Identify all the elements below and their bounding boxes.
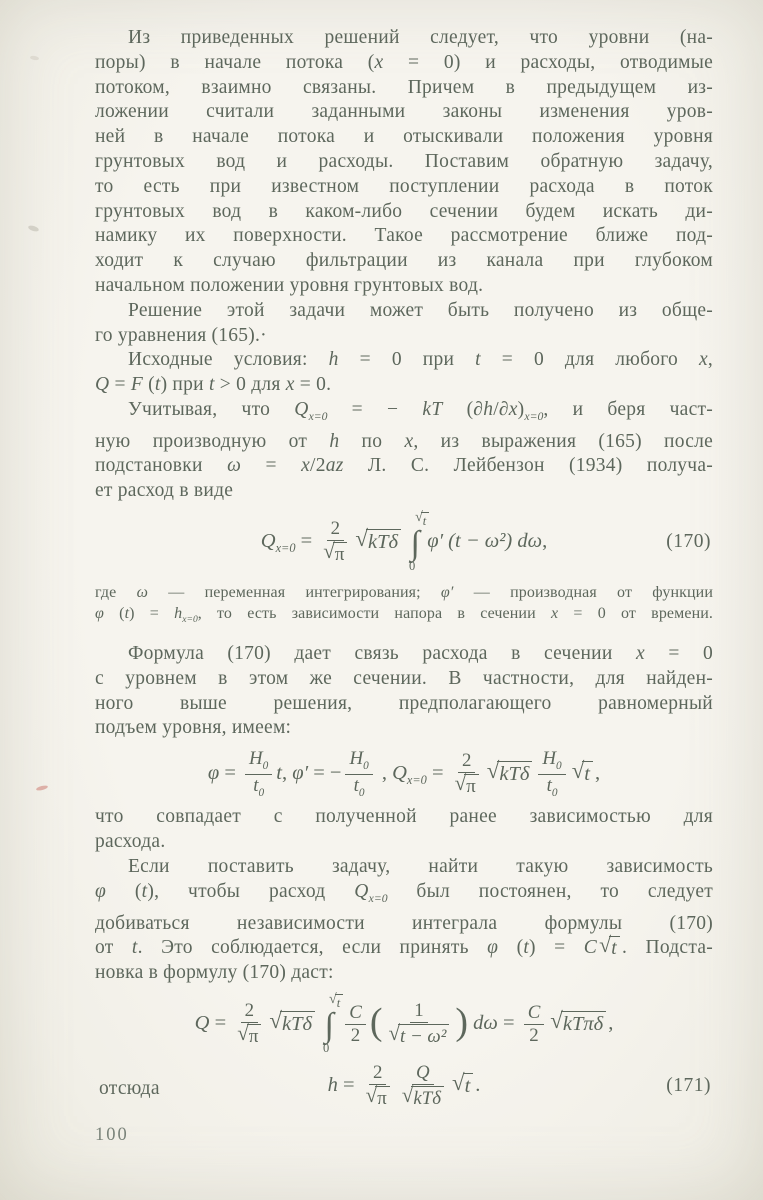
paragraph-2 bbox=[95, 299, 713, 349]
text-line: Из приведенных решений следует, что уровни (на- bbox=[128, 27, 713, 48]
paragraph-1 bbox=[95, 26, 713, 299]
text-line: ную производную от h по x, из выражения (165) после bbox=[95, 430, 714, 452]
paragraph-4 bbox=[95, 398, 713, 504]
page-number: 100 bbox=[95, 1125, 129, 1146]
paragraph-7 bbox=[95, 855, 713, 986]
text-line: ходит к случаю фильтрации из канала при глубоком bbox=[95, 250, 713, 272]
text-line: подъем уровня, имеем: bbox=[95, 717, 292, 739]
text-line: ет расход в виде bbox=[95, 480, 234, 502]
text-line: новка в формулу (170) даст: bbox=[95, 962, 334, 984]
text-line: Учитывая, что $Q_{x=0}$ = − kT $(\partial h/\partial x)_{x=0}$, и беря част- bbox=[128, 398, 713, 423]
equation-lead-word: отсюда bbox=[99, 1077, 160, 1099]
formula-body: φ = $\frac{H_0}{t_0}$ t, φ′ = − $\frac{H_0}{t_0}$ , $Q_{x=0}$ = 2 √ π √ kTδ $\frac{H_0}{t_0}$ √ t , bbox=[207, 748, 601, 799]
equation-Q bbox=[95, 991, 713, 1056]
text-line: Решение этой задачи может быть получено из обще- bbox=[128, 299, 713, 321]
text-line: грунтовых вод в каком-либо сечении будем искать ди- bbox=[95, 200, 713, 222]
text-line: Если поставить задачу, найти такую зависимость bbox=[128, 856, 713, 878]
paragraph-3 bbox=[95, 348, 713, 398]
paragraph-6 bbox=[95, 805, 713, 855]
scan-smudge bbox=[30, 55, 40, 61]
text-line: добиваться независимости интеграла формулы (170) bbox=[95, 912, 713, 934]
scan-pink-mark bbox=[36, 785, 49, 792]
text-column bbox=[95, 26, 713, 1146]
text-line: где ω — переменная интегрирования; φ′ — производная от функции bbox=[95, 583, 713, 601]
text-line: φ (t), чтобы расход $Q_{x=0}$ был постоянен, то следует bbox=[95, 880, 713, 905]
text-line: подстановки ω = x/2az Л. С. Лейбензон (1934) получа- bbox=[95, 455, 714, 477]
paragraph-5 bbox=[95, 642, 713, 741]
equation-170 bbox=[95, 512, 713, 573]
text-line: Q = F (t) при t > 0 для x = 0. bbox=[95, 374, 332, 396]
text-line: Формула (170) дает связь расхода в сечении x = 0 bbox=[128, 643, 713, 664]
text-line: ней в начале потока и отыскивали положения уровня bbox=[95, 126, 713, 148]
text-line: намику их поверхности. Такое рассмотрение ближе под- bbox=[95, 225, 713, 247]
text-line: расхода. bbox=[95, 831, 166, 853]
text-line: грунтовых вод и расходы. Поставим обратную задачу, bbox=[95, 150, 713, 172]
text-line: Исходные условия: h = 0 при t = 0 для любого x, bbox=[128, 349, 713, 371]
text-line: что совпадает с полученной ранее зависимостью для bbox=[95, 806, 713, 828]
text-line: φ $(t) = h_{x=0}$, то есть зависимости напора в сечении x = 0 от времени. bbox=[95, 605, 713, 626]
text-line: от t. Это соблюдается, если принять φ (t) = C √ t . Подста- bbox=[95, 933, 713, 960]
text-line: то есть при известном поступлении расхода в поток bbox=[95, 175, 713, 197]
formula-body: h = 2 √ π Q √ kTδ √ t . bbox=[327, 1061, 481, 1109]
text-line: ложении считали заданными законы изменения уров- bbox=[95, 101, 713, 123]
formula-body: Q = 2 √ π √ kTδ √ t ∫ 0 $\frac{C}{2}$ ( 1 √ t − ω² ) dω = $\frac{C}{2}$ √ kTπδ , bbox=[194, 991, 614, 1056]
text-line: начальном положении уровня грунтовых вод. bbox=[95, 274, 484, 296]
equation-number: (170) bbox=[666, 531, 711, 553]
formula-body: $Q_{x=0}$ = 2 √ π √ kTδ √ t ∫ 0 φ′ (t − ω²) dω, bbox=[260, 510, 548, 574]
scan-smudge bbox=[27, 224, 39, 232]
equation-171 bbox=[95, 1063, 713, 1109]
equation-phi bbox=[95, 749, 713, 799]
text-line: потоком, взаимно связаны. Причем в предыдущем из- bbox=[95, 76, 713, 98]
text-line: го уравнения (165).· bbox=[95, 324, 267, 346]
text-line: ного выше решения, предполагающего равномерный bbox=[95, 692, 713, 714]
text-line: поры) в начале потока (x = 0) и расходы, отводимые bbox=[95, 51, 713, 73]
explanation-note bbox=[95, 582, 713, 631]
text-line: с уровнем в этом же сечении. В частности, для найден- bbox=[95, 667, 713, 689]
equation-number: (171) bbox=[666, 1074, 711, 1096]
